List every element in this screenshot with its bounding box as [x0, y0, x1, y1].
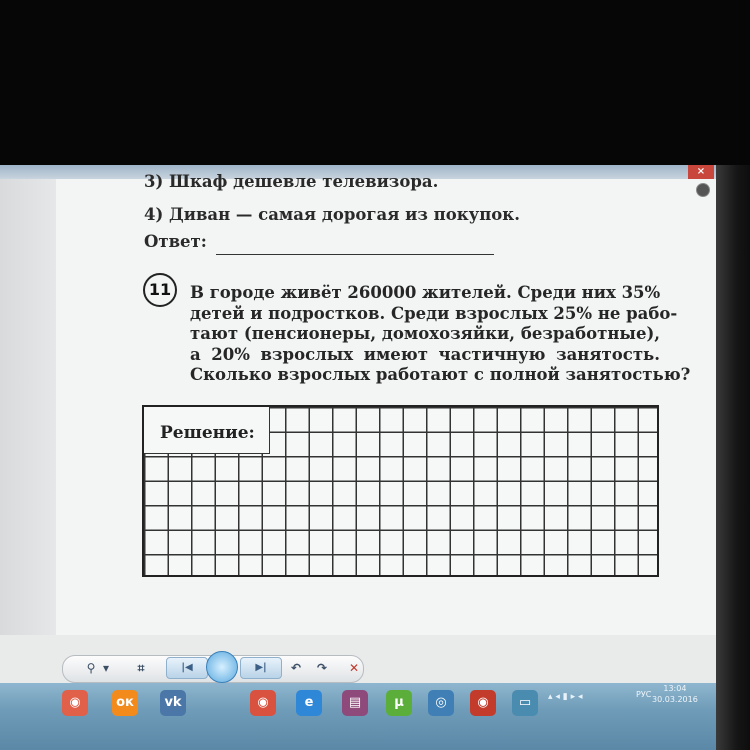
taskbar-app-icon[interactable]: ◉: [62, 690, 88, 716]
internet-explorer-icon[interactable]: e: [296, 690, 322, 716]
odnoklassniki-icon[interactable]: ок: [112, 690, 138, 716]
taskbar-app-icon[interactable]: ◉: [250, 690, 276, 716]
solution-label: Решение:: [160, 423, 255, 443]
winrar-icon[interactable]: ▤: [342, 690, 368, 716]
zoom-icon[interactable]: ⚲: [86, 661, 96, 675]
task-line: а 20% взрослых имеют частичную занятость.: [190, 344, 660, 364]
task-line: тают (пенсионеры, домохозяйки, безработные),: [190, 324, 660, 343]
task-line: В городе живёт 260000 жителей. Среди них 35%: [190, 283, 661, 302]
answer-line: [216, 254, 494, 255]
scroll-indicator[interactable]: [696, 183, 710, 197]
utorrent-icon[interactable]: µ: [386, 690, 412, 716]
monitor-edge: [716, 165, 750, 750]
task-text: [190, 283, 691, 386]
task-number-badge: 11: [143, 273, 177, 307]
clock-date: 30.03.2016: [652, 695, 698, 704]
vk-icon[interactable]: vk: [160, 690, 186, 716]
close-button[interactable]: ×: [688, 165, 714, 179]
task-line: Сколько взрослых работают с полной занятостью?: [190, 365, 691, 384]
language-indicator[interactable]: РУС: [636, 690, 652, 699]
clock-time: 13:04: [663, 684, 687, 693]
slideshow-button[interactable]: [206, 651, 238, 683]
fit-window-icon[interactable]: ⌗: [137, 661, 145, 675]
taskbar-app-icon[interactable]: ◎: [428, 690, 454, 716]
next-image-button[interactable]: ▶|: [240, 657, 282, 679]
rotate-cw-icon[interactable]: ↷: [316, 661, 328, 675]
option-4-text: 4) Диван — самая дорогая из покупок.: [144, 205, 520, 224]
zoom-dropdown-icon[interactable]: ▾: [102, 661, 110, 675]
answer-label: Ответ:: [144, 232, 207, 251]
rotate-ccw-icon[interactable]: ↶: [290, 661, 302, 675]
taskbar-app-icon[interactable]: ◉: [470, 690, 496, 716]
screen-content: [0, 165, 716, 750]
page-margin: [0, 179, 56, 649]
delete-icon[interactable]: ✕: [348, 661, 360, 675]
taskbar-app-icon[interactable]: ▭: [512, 690, 538, 716]
system-clock[interactable]: [652, 683, 698, 705]
task-line: детей и подростков. Среди взрослых 25% не рабо-: [190, 303, 678, 323]
previous-image-button[interactable]: |◀: [166, 657, 208, 679]
system-tray[interactable]: ▴ ◂ ▮ ▸ ◂: [548, 692, 583, 702]
option-3-text: 3) Шкаф дешевле телевизора.: [144, 172, 439, 191]
